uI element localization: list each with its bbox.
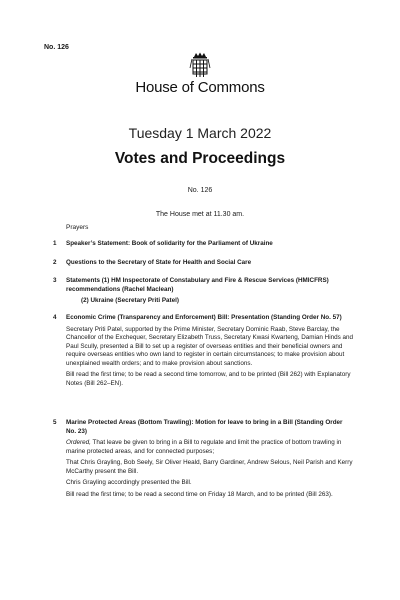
issue-number-center: No. 126: [187, 187, 213, 194]
item-heading: Economic Crime (Transparency and Enforcement) Bill: Presentation (Standing Order No. 57): [66, 314, 342, 321]
issue-number: No. 126: [44, 44, 69, 51]
prayers: Prayers: [66, 224, 89, 231]
page-title: Votes and Proceedings: [114, 150, 286, 167]
item-3: [53, 277, 353, 306]
portcullis-icon: [189, 52, 211, 78]
item-paragraph: [66, 439, 353, 456]
item-2: [53, 259, 353, 268]
item-number: 1: [53, 240, 57, 247]
item-1: [53, 240, 353, 249]
item-paragraph: That Chris Grayling, Bob Seely, Sir Oliver Heald, Barry Gardiner, Andrew Selous, Neil Parish and Kerry McCarthy present the Bill.: [66, 459, 353, 475]
house-title: House of Commons: [135, 79, 265, 96]
item-paragraph: Chris Grayling accordingly presented the Bill.: [66, 479, 192, 486]
item-4: [53, 314, 353, 388]
item-5: [53, 419, 353, 499]
house-met-time: The House met at 11.30 am.: [155, 211, 245, 218]
item-heading: Questions to the Secretary of State for Health and Social Care: [66, 259, 252, 266]
item-heading: Statements (1) HM Inspectorate of Constabulary and Fire & Rescue Services (HMICFRS) recommendations (Rachel Maclean): [66, 277, 329, 293]
item-heading: Speaker’s Statement: Book of solidarity for the Parliament of Ukraine: [66, 240, 273, 247]
item-heading: Marine Protected Areas (Bottom Trawling): Motion for leave to bring in a Bill (Standing Order No. 23): [66, 419, 343, 435]
item-number: 3: [53, 277, 57, 284]
item-number: 4: [53, 314, 57, 321]
item-number: 2: [53, 259, 57, 266]
item-paragraph: Secretary Priti Patel, supported by the Prime Minister, Secretary Dominic Raab, Steve Barclay, the Chancellor of the Exchequer, Secretary Elizabeth Truss, Secretary Kwasi Kwarteng, Damian Hinds and Paul Scully, presented a Bill to set up a register of overseas entities and their beneficial owners and require overseas entities who own land to register in certain circumstances; to make provision about unexplained wealth orders; and to make provision about sanctions.: [66, 325, 353, 367]
sitting-date: Tuesday 1 March 2022: [128, 125, 272, 141]
item-number: 5: [53, 419, 57, 426]
ordered-text: That leave be given to bring in a Bill to regulate and limit the practice of bottom trawling in marine protected areas, and for connected purposes;: [66, 439, 342, 455]
item-paragraph: Bill read the first time; to be read a second time on Friday 18 March, and to be printed (Bill 263).: [66, 490, 333, 498]
item-paragraph: Bill read the first time; to be read a second time tomorrow, and to be printed (Bill 262) with Explanatory Notes (Bill 262–EN).: [66, 371, 351, 387]
ordered-label: Ordered,: [66, 439, 91, 446]
item-subheading: (2) Ukraine (Secretary Priti Patel): [81, 297, 179, 304]
